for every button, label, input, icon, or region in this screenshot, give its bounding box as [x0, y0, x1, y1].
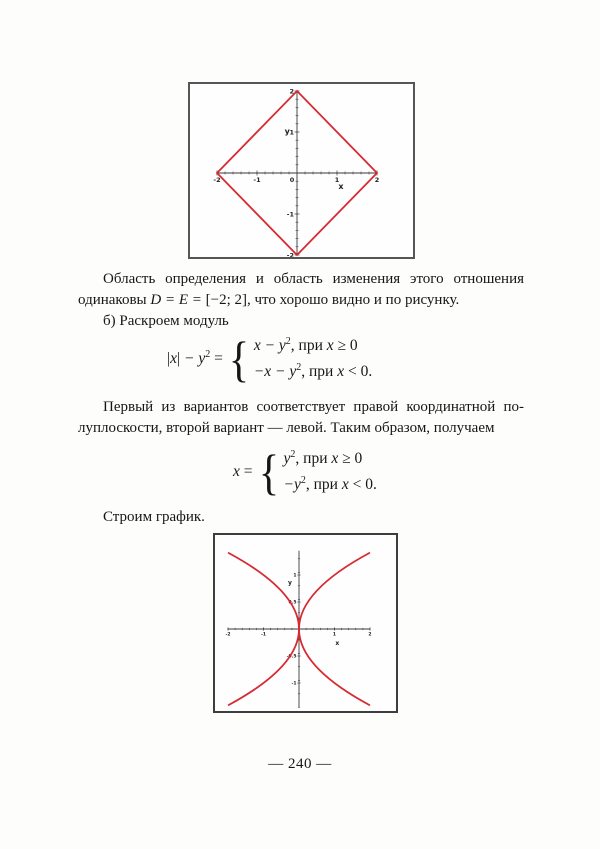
- formula-lhs: [167, 350, 223, 368]
- exponent: 2: [285, 335, 291, 347]
- page-number: — 240 —: [268, 756, 332, 772]
- text-run: , что хорошо видно и по рисунку.: [246, 292, 460, 308]
- figure-parabolas-plot: [213, 533, 398, 713]
- exponent: 2: [300, 474, 306, 486]
- formula-lhs: [233, 463, 253, 481]
- math-var: x: [337, 363, 345, 380]
- text-run: при: [305, 363, 338, 380]
- abs-bar: |: [167, 350, 171, 367]
- math-run: − y: [180, 350, 206, 367]
- exponent: 2: [205, 348, 211, 360]
- case-line-1: [284, 446, 377, 472]
- axis-letter: x: [335, 640, 340, 648]
- math-var: x: [341, 476, 349, 493]
- axis-letter: y: [287, 579, 292, 587]
- figure-rhombus-plot: [188, 82, 415, 259]
- y-tick-label: -2: [286, 251, 294, 257]
- math-run: −y: [283, 476, 301, 493]
- math-run-interval: [−2; 2]: [205, 292, 247, 308]
- y-tick-label: -1: [291, 681, 297, 687]
- case-line-1: [254, 333, 372, 359]
- x-tick-label: 0: [289, 176, 295, 184]
- abs-bar: |: [177, 350, 181, 367]
- math-run: ≥ 0: [338, 450, 363, 467]
- text-run: при: [309, 476, 342, 493]
- paragraph-line: [78, 290, 524, 311]
- exponent: 2: [296, 361, 302, 373]
- text-run: при: [294, 337, 327, 354]
- y-tick-label: 0.5: [288, 600, 297, 606]
- math-var: x: [233, 463, 240, 480]
- math-run: < 0.: [344, 363, 373, 380]
- math-run: y: [283, 450, 291, 467]
- left-brace: {: [228, 330, 250, 387]
- paragraph-line: луплоскости, второй вариант — левой. Таким образом, получаем: [78, 420, 495, 436]
- text-run: ,: [305, 476, 310, 493]
- math-run-de: D = E =: [150, 292, 206, 308]
- paragraph-variants: [78, 397, 524, 439]
- y-tick-label: 1: [293, 573, 297, 579]
- rhombus-plot-svg: [190, 84, 413, 257]
- formula-abs-modulus-cases: [167, 330, 373, 387]
- paragraph-line: Первый из вариантов соответствует правой координатной по-: [103, 399, 524, 415]
- paragraph-line: Область определения и область изменения этого отношения: [103, 271, 524, 287]
- build-graph-line: Строим график.: [103, 509, 205, 525]
- formula-x-cases: [233, 443, 377, 500]
- math-run: < 0.: [348, 476, 377, 493]
- x-tick-label: -1: [261, 632, 266, 638]
- case-column: [254, 333, 372, 385]
- equals-sign: =: [210, 350, 223, 367]
- case-column: [284, 446, 377, 498]
- x-tick-label: -2: [225, 632, 231, 638]
- y-tick-label: -1: [286, 210, 294, 219]
- y-tick-label: -0.5: [286, 654, 297, 660]
- math-var: x: [331, 450, 339, 467]
- exponent: 2: [290, 448, 296, 460]
- x-tick-label: 2: [368, 632, 372, 638]
- axis-letter: y: [284, 127, 290, 137]
- item-b-heading: б) Раскроем модуль: [103, 313, 229, 329]
- case-line-2: [284, 472, 377, 498]
- math-var: x: [326, 337, 334, 354]
- text-run: одинаковы: [78, 292, 151, 308]
- axis-letter: x: [338, 181, 344, 191]
- text-run: ,: [301, 363, 306, 380]
- x-tick-label: -1: [253, 176, 261, 184]
- parabolas-plot-svg: [215, 535, 396, 711]
- math-run: −x − y: [253, 363, 297, 380]
- x-tick-label: 1: [334, 176, 340, 184]
- x-tick-label: 2: [374, 176, 380, 184]
- text-run: ,: [290, 337, 295, 354]
- paragraph-domain-range: [78, 269, 524, 311]
- x-tick-label: -2: [213, 176, 221, 184]
- text-run: при: [299, 450, 332, 467]
- text-run: ,: [295, 450, 300, 467]
- y-tick-label: 2: [289, 87, 294, 96]
- math-run: x − y: [253, 337, 286, 354]
- y-tick-label: 1: [289, 128, 294, 137]
- math-run: ≥ 0: [333, 337, 358, 354]
- case-line-2: [254, 359, 372, 385]
- math-var: x: [170, 350, 177, 367]
- x-tick-label: 1: [332, 632, 337, 638]
- equals-sign: =: [239, 463, 253, 480]
- left-brace: {: [258, 443, 279, 500]
